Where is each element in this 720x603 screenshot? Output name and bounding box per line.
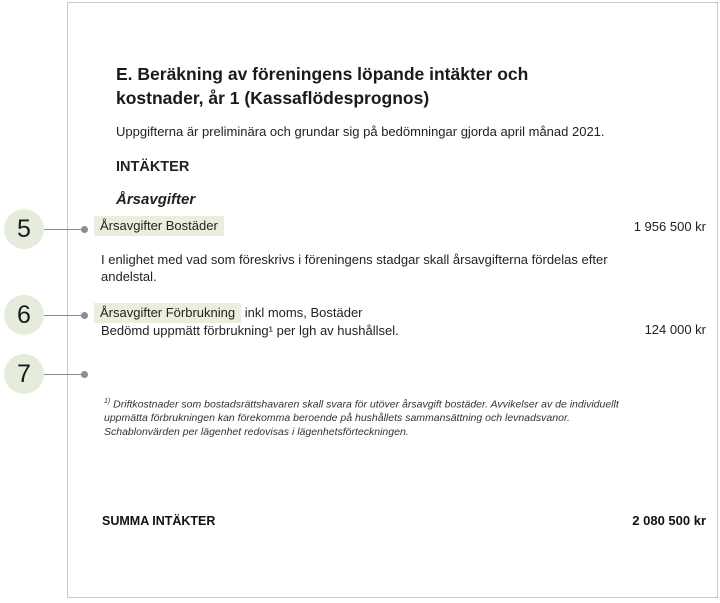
item-arsavgifter-forbrukning-description: Bedömd uppmätt förbrukning¹ per lgh av hushållsel. (101, 323, 399, 338)
footnote-marker: 1) (104, 398, 111, 405)
item-arsavgifter-bostader-label (94, 218, 224, 233)
footnote-line-3: Schablonvärden per lägenhet redovisas i lägenhetsförteckningen. (104, 425, 409, 438)
page-title (116, 62, 528, 110)
callout-6-connector (44, 315, 84, 316)
highlighted-term: Årsavgifter Bostäder (94, 216, 224, 236)
callout-7-dot-icon (81, 371, 88, 378)
subheading-arsavgifter: Årsavgifter (116, 191, 196, 208)
callout-5-badge: 5 (4, 209, 44, 249)
footnote-line-2: uppmätta förbrukningen kan förekomma beroende på hushållets sammansättning och levnadsvanor. (104, 412, 570, 424)
callout-5-dot-icon (81, 226, 88, 233)
callout-6-dot-icon (81, 312, 88, 319)
description-line: I enlighet med vad som föreskrivs i föreningens stadgar skall årsavgifterna fördelas efter (101, 252, 608, 267)
total-amount: 2 080 500 kr (632, 513, 706, 528)
section-heading-intakter: INTÄKTER (116, 159, 190, 175)
callout-7-connector (44, 374, 84, 375)
item-arsavgifter-bostader-amount: 1 956 500 kr (633, 219, 706, 234)
item-arsavgifter-forbrukning-label (94, 305, 363, 320)
intro-text: Uppgifterna är preliminära och grundar sig på bedömningar gjorda april månad 2021. (116, 124, 605, 139)
footnote (104, 395, 714, 439)
callout-6-badge: 6 (4, 295, 44, 335)
item-arsavgifter-bostader-description (101, 251, 608, 285)
highlighted-term: Årsavgifter Förbrukning (94, 303, 241, 323)
callout-5-connector (44, 229, 84, 230)
total-label: SUMMA INTÄKTER (102, 514, 216, 528)
title-line-2: kostnader, år 1 (Kassaflödesprognos) (116, 88, 430, 108)
item-arsavgifter-forbrukning-amount: 124 000 kr (644, 322, 706, 337)
callout-7-badge: 7 (4, 354, 44, 394)
label-rest: inkl moms, Bostäder (241, 305, 363, 320)
title-line-1: E. Beräkning av föreningens löpande intäkter och (116, 64, 529, 84)
description-line: andelstal. (101, 269, 157, 284)
footnote-line-1: $^{1)}$ Driftkostnader som bostadsrättshavaren skall svara för utöver årsavgift bostäder. Avvikelser av de individuellt (104, 398, 619, 411)
